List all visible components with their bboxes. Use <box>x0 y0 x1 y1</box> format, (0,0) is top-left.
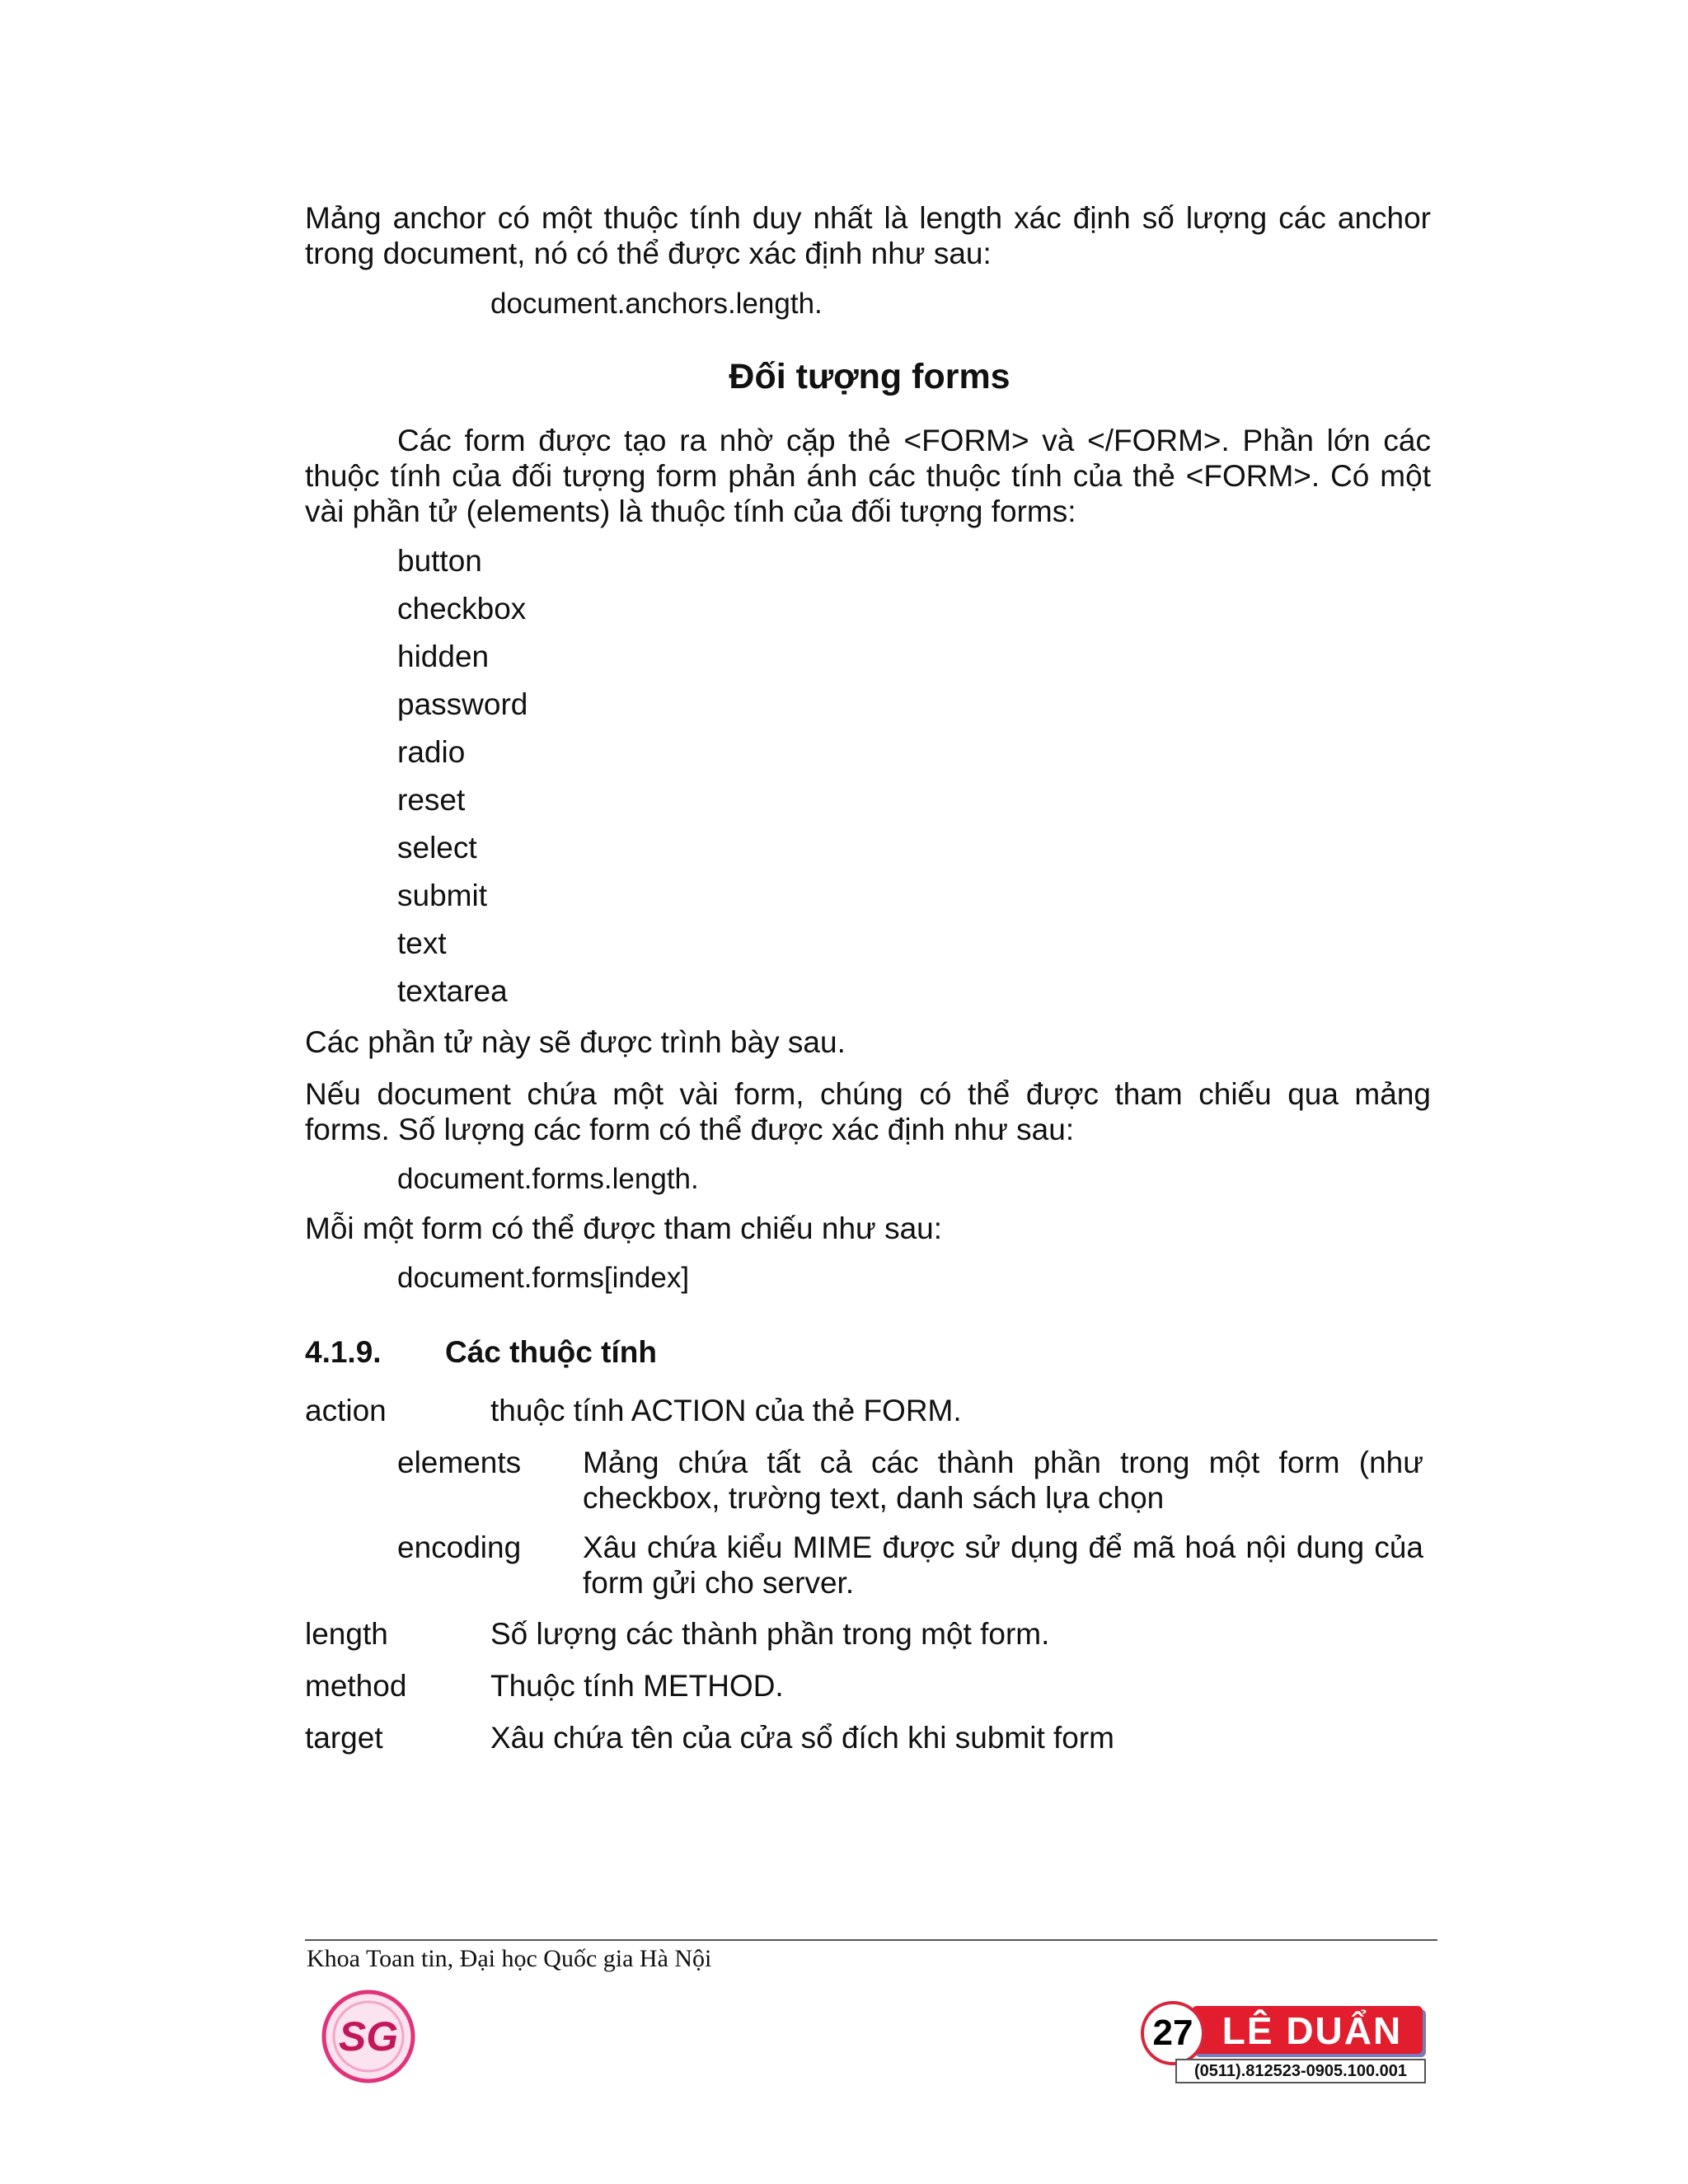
multi-forms-line-2: forms. Số lượng các form có thể được xác định như sau: <box>305 1113 1075 1146</box>
list-item: select <box>397 831 477 865</box>
property-term-action: action <box>305 1394 387 1427</box>
forms-para-line-1: Các form được tạo ra nhờ cặp thẻ <FORM> và </FORM>. Phần lớn các <box>397 424 1431 457</box>
property-term-encoding: encoding <box>397 1530 522 1564</box>
property-desc-action: thuộc tính ACTION của thẻ FORM. <box>490 1394 962 1427</box>
sg-logo <box>320 1988 417 2085</box>
intro-line-1: Mảng anchor có một thuộc tính duy nhất là length xác định số lượng các anchor <box>305 201 1431 235</box>
sg-logo-icon <box>320 1988 417 2085</box>
list-item: reset <box>397 783 466 817</box>
property-desc-elements-line-2: checkbox, trường text, danh sách lựa chọn <box>583 1481 1165 1515</box>
section-heading-forms: Đối tượng forms <box>729 357 1010 396</box>
property-term-elements: elements <box>397 1446 522 1479</box>
list-item: button <box>397 544 482 578</box>
property-term-method: method <box>305 1669 407 1703</box>
le-duan-phone: (0511).812523-0905.100.001 <box>1175 2059 1426 2083</box>
list-item: submit <box>397 879 487 912</box>
property-desc-target: Xâu chứa tên của cửa sổ đích khi submit form <box>490 1721 1115 1755</box>
list-item: checkbox <box>397 592 527 626</box>
property-desc-encoding-line-2: form gửi cho server. <box>583 1566 855 1600</box>
footer-text: Khoa Toan tin, Đại học Quốc gia Hà Nội <box>307 1945 712 1972</box>
code-anchors-length: document.anchors.length. <box>490 288 823 320</box>
le-duan-logo <box>1129 1994 1429 2083</box>
le-duan-name: LÊ DUẨN <box>1221 2009 1403 2052</box>
svg-text:SG: SG <box>338 2013 399 2060</box>
list-item: radio <box>397 735 466 769</box>
code-forms-index: document.forms[index] <box>397 1262 690 1294</box>
after-list-text: Các phần tử này sẽ được trình bày sau. <box>305 1025 846 1059</box>
intro-line-2: trong document, nó có thể được xác định như sau: <box>305 237 992 270</box>
forms-para-line-2: thuộc tính của đối tượng form phản ánh các thuộc tính của thẻ <FORM>. Có một <box>305 459 1431 493</box>
property-term-length: length <box>305 1617 388 1651</box>
le-duan-number: 27 <box>1141 2001 1205 2065</box>
code-forms-length: document.forms.length. <box>397 1163 699 1195</box>
property-desc-elements-line-1: Mảng chứa tất cả các thành phần trong một form (như <box>583 1446 1423 1479</box>
each-form-text: Mỗi một form có thể được tham chiếu như sau: <box>305 1212 943 1245</box>
multi-forms-line-1: Nếu document chứa một vài form, chúng có thể được tham chiếu qua mảng <box>305 1077 1431 1111</box>
list-item: textarea <box>397 974 508 1008</box>
list-item: hidden <box>397 640 490 673</box>
section-title-properties: Các thuộc tính <box>445 1335 657 1369</box>
property-term-target: target <box>305 1721 383 1755</box>
list-item: password <box>397 687 528 721</box>
property-desc-length: Số lượng các thành phần trong một form. <box>490 1617 1050 1651</box>
property-desc-method: Thuộc tính METHOD. <box>490 1669 784 1703</box>
property-desc-encoding-line-1: Xâu chứa kiểu MIME được sử dụng để mã hoá nội dung của <box>583 1530 1423 1564</box>
footer-divider <box>305 1939 1437 1941</box>
list-item: text <box>397 926 447 960</box>
forms-para-line-3: vài phần tử (elements) là thuộc tính của đối tượng forms: <box>305 494 1076 528</box>
section-number: 4.1.9. <box>305 1335 382 1369</box>
